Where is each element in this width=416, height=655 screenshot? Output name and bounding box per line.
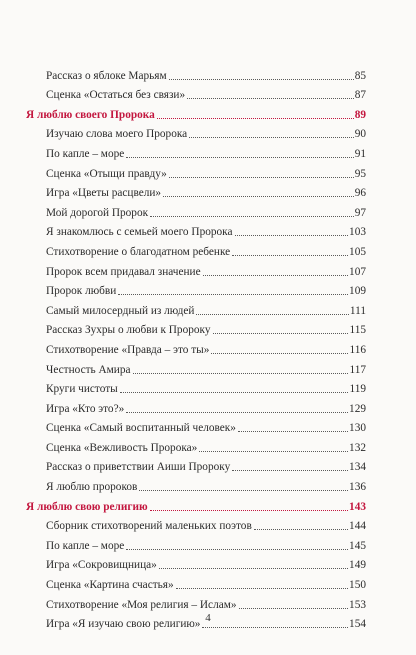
dot-leader [126,412,348,413]
dot-leader [239,608,349,609]
toc-entry [26,572,366,592]
toc-entry-page: 89 [354,108,366,121]
toc-entry-title: Сценка «Картина счастья» [46,579,174,592]
toc-entry-title: Мой дорогой Пророк [46,206,149,219]
toc-entry [26,435,366,455]
toc-entry [26,474,366,494]
dot-leader [202,627,348,628]
toc-entry-page: 143 [349,500,366,513]
dot-leader [203,275,348,276]
dot-leader [126,549,348,550]
toc-entry-page: 85 [354,69,366,82]
toc-entry-title: Сценка «Отыщи правду» [46,167,167,180]
toc-entry-title: Рассказ о приветствии Аиши Пророку [46,461,231,474]
toc-entry-title: Я люблю своего Пророка [26,108,155,121]
toc-entry-page: 95 [354,167,366,180]
dot-leader [232,470,348,471]
toc-entry [26,298,366,318]
dot-leader [150,510,348,511]
dot-leader [120,392,349,393]
toc-entry-title: Изучаю слова моего Пророка [46,128,188,141]
toc-entry-page: 115 [349,324,366,337]
toc-entry-page: 87 [354,89,366,102]
toc-entry-page: 119 [349,383,366,396]
dot-leader [126,157,353,158]
toc-entry-title: Сборник стихотворений маленьких поэтов [46,520,252,533]
toc-entry-page: 91 [354,147,366,160]
dot-leader [187,98,354,99]
toc-entry-title: Стихотворение «Моя религия – Ислам» [46,598,237,611]
toc-entry-title: Игра «Цветы расцвели» [46,187,162,200]
dot-leader [199,451,348,452]
toc-entry-title: Рассказ о яблоке Марьям [46,69,167,82]
toc-entry-title: Честность Амира [46,363,131,376]
toc-entry-title: Пророк всем придавал значение [46,265,201,278]
toc-entry-page: 105 [349,245,366,258]
toc-section-heading [26,102,366,122]
toc-entry-page: 149 [349,559,366,572]
toc-entry-title: Сценка «Остаться без связи» [46,89,186,102]
toc-entry-title: Игра «Я изучаю свою религию» [46,618,201,631]
toc-entry-page: 111 [349,304,366,317]
toc-entry-title: Стихотворение о благодатном ребенке [46,245,231,258]
toc-entry-page: 96 [354,187,366,200]
toc-entry-title: Сценка «Самый воспитанный человек» [46,422,236,435]
toc-entry-title: Игра «Кто это?» [46,402,125,415]
toc-entry [26,592,366,612]
toc-entry-page: 132 [349,441,366,454]
table-of-contents [26,63,366,631]
toc-entry-title: Стихотворение «Правда – это ты» [46,343,210,356]
toc-entry-page: 103 [349,226,366,239]
toc-entry-page: 145 [349,539,366,552]
toc-entry-page: 117 [349,363,366,376]
dot-leader [163,196,354,197]
toc-entry-title: Рассказ Зухры о любви к Пророку [46,324,211,337]
toc-entry [26,318,366,338]
dot-leader [139,490,348,491]
toc-entry [26,553,366,573]
dot-leader [150,216,354,217]
toc-entry [26,239,366,259]
toc-entry [26,514,366,534]
toc-entry [26,181,366,201]
dot-leader [213,333,349,334]
toc-entry [26,357,366,377]
dot-leader [196,314,348,315]
dot-leader [169,79,354,80]
toc-entry-title: Пророк любви [46,285,117,298]
toc-entry [26,259,366,279]
toc-entry [26,200,366,220]
toc-entry [26,161,366,181]
toc-entry [26,220,366,240]
toc-entry [26,377,366,397]
dot-leader [157,118,354,119]
toc-entry-page: 144 [349,520,366,533]
toc-entry-title: Я люблю свою религию [26,500,148,513]
dot-leader [235,235,349,236]
toc-entry [26,279,366,299]
dot-leader [118,294,348,295]
dot-leader [254,529,348,530]
toc-entry [26,416,366,436]
dot-leader [211,353,348,354]
toc-entry-page: 129 [349,402,366,415]
toc-entry [26,396,366,416]
dot-leader [232,255,348,256]
toc-entry-page: 97 [354,206,366,219]
toc-entry-title: Круги чистоты [46,383,118,396]
dot-leader [176,588,348,589]
toc-entry [26,533,366,553]
dot-leader [133,373,349,374]
dot-leader [189,137,354,138]
toc-entry-page: 150 [349,579,366,592]
toc-entry-page: 116 [349,343,366,356]
toc-entry-page: 90 [354,128,366,141]
toc-entry [26,141,366,161]
toc-entry-page: 107 [349,265,366,278]
toc-entry-title: Игра «Сокровищница» [46,559,157,572]
toc-entry [26,337,366,357]
toc-entry-page: 153 [349,598,366,611]
toc-entry-title: Сценка «Вежливость Пророка» [46,441,198,454]
dot-leader [169,177,354,178]
toc-entry [26,83,366,103]
toc-entry-title: Я знакомлюсь с семьей моего Пророка [46,226,233,239]
toc-entry [26,63,366,83]
toc-section-heading [26,494,366,514]
toc-entry-page: 134 [349,461,366,474]
page-number: 4 [205,612,211,624]
dot-leader [238,431,348,432]
dot-leader [159,568,348,569]
toc-entry-title: Я люблю пророков [46,481,138,494]
toc-entry-title: Самый милосердный из людей [46,304,195,317]
toc-entry-title: По капле – море [46,539,125,552]
toc-entry-page: 136 [349,481,366,494]
toc-entry-page: 154 [349,618,366,631]
toc-entry-page: 109 [349,285,366,298]
toc-entry [26,455,366,475]
toc-entry-page: 130 [349,422,366,435]
toc-entry-title: По капле – море [46,147,125,160]
toc-entry [26,122,366,142]
